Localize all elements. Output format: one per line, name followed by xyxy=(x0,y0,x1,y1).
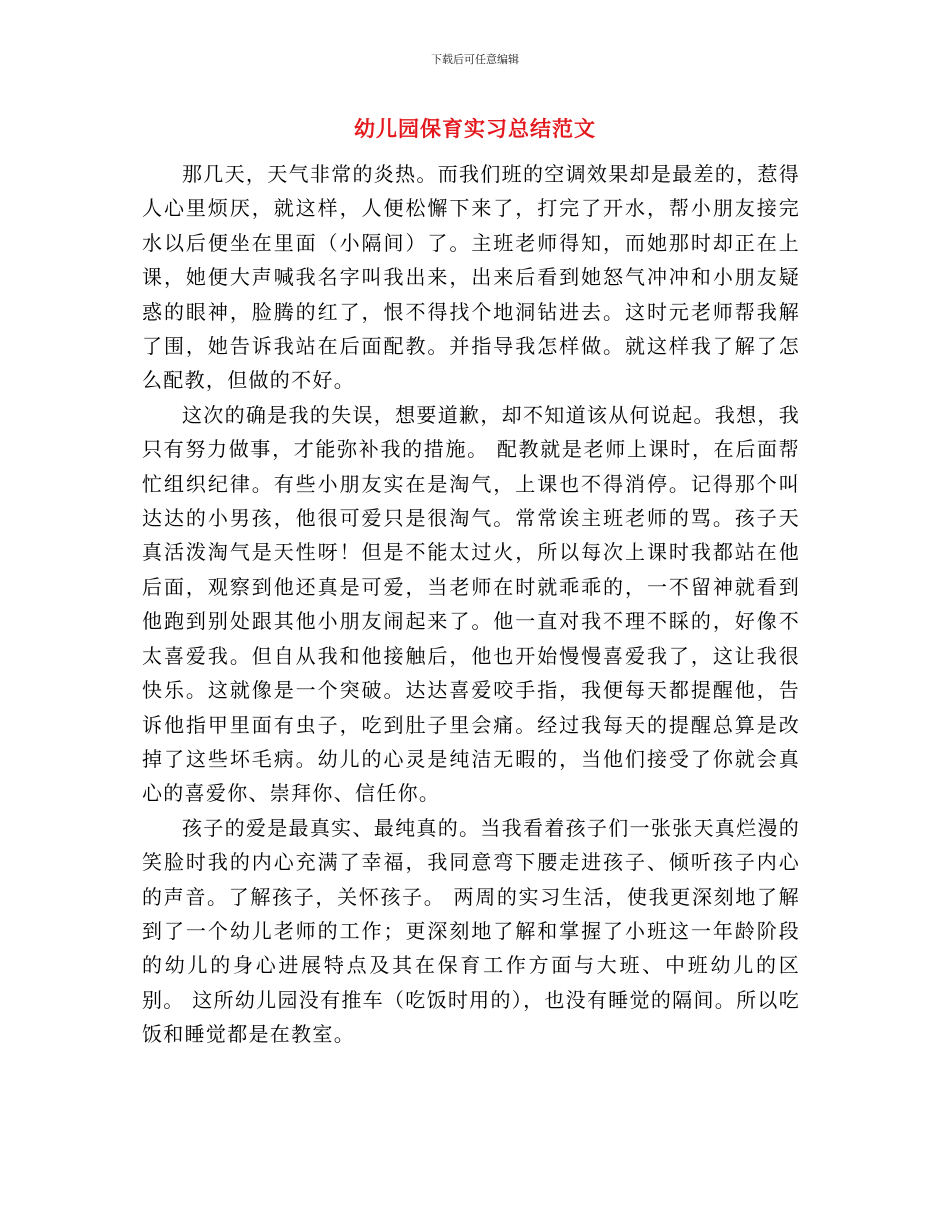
page-header: 下载后可任意编辑 xyxy=(431,53,519,66)
document-title: 幼儿园保育实习总结范文 xyxy=(354,116,596,141)
body-paragraph-3: 孩子的爱是最真实、最纯真的。当我看着孩子们一张张天真烂漫的笑脸时我的内心充满了幸福，我同意弯下腰走进孩子、倾听孩子内心的声音。了解孩子，关怀孩子。 两周的实习生活，使我更深刻地了解到了一个幼儿老师的工作；更深刻地了解和掌握了小班这一年龄阶段的幼儿的身心进展特点及其在保育工作方面与大班、中班幼儿的区别。 这所幼儿园没有推车（吃饭时用的），也没有睡觉的隔间。所以吃饭和睡觉都是在教室。 xyxy=(142,815,800,1047)
body-paragraph-1: 那几天，天气非常的炎热。而我们班的空调效果却是最差的，惹得人心里烦厌，就这样，人便松懈下来了，打完了开水，帮小朋友接完水以后便坐在里面（小隔间）了。主班老师得知，而她那时却正在上课，她便大声喊我名字叫我出来，出来后看到她怒气冲冲和小朋友疑惑的眼神，脸腾的红了，恨不得找个地洞钻进去。这时元老师帮我解了围，她告诉我站在后面配教。并指导我怎样做。就这样我了解了怎么配教，但做的不好。 xyxy=(142,162,800,393)
document-body xyxy=(142,157,800,1052)
body-paragraph-2: 这次的确是我的失误，想要道歉，却不知道该从何说起。我想，我只有努力做事，才能弥补我的措施。 配教就是老师上课时，在后面帮忙组织纪律。有些小朋友实在是淘气，上课也不得消停。记得那个叫达达的小男孩，他很可爱只是很淘气。常常诶主班老师的骂。孩子天真活泼淘气是天性呀！但是不能太过火，所以每次上课时我都站在他后面，观察到他还真是可爱，当老师在时就乖乖的，一不留神就看到他跑到别处跟其他小朋友闹起来了。他一直对我不理不睬的，好像不太喜爱我。但自从我和他接触后，他也开始慢慢喜爱我了，这让我很快乐。这就像是一个突破。达达喜爱咬手指，我便每天都提醒他，告诉他指甲里面有虫子，吃到肚子里会痛。经过我每天的提醒总算是改掉了这些坏毛病。幼儿的心灵是纯洁无暇的，当他们接受了你就会真心的喜爱你、崇拜你、信任你。 xyxy=(142,402,800,806)
